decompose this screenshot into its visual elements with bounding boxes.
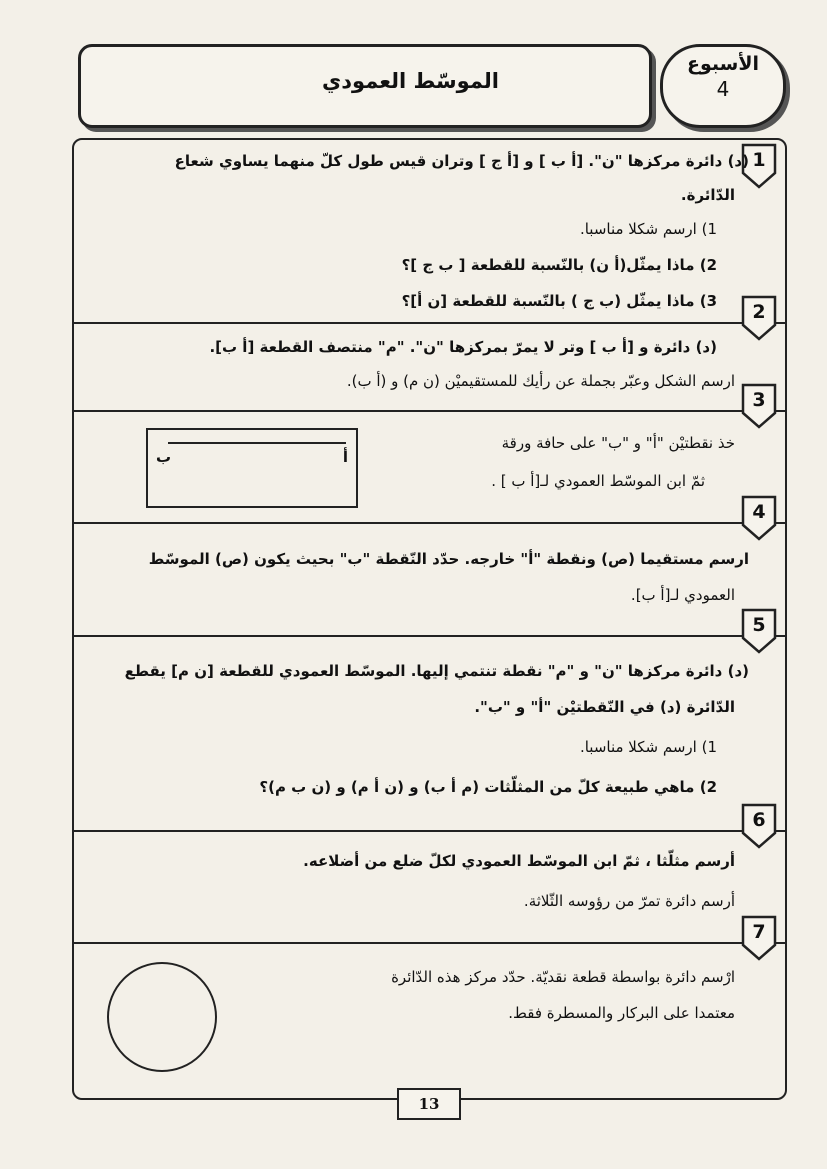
exercise-5-line: 2) ماهي طبيعة كلّ من المثلّثات (م أ ب) و (ن أ م) و (ن ب م)؟ — [259, 778, 717, 796]
exercise-1-line: (د) دائرة مركزها "ن". [أ ب ] و [أ ج ] وتران قيس طول كلّ منهما يساوي شعاع — [174, 152, 749, 170]
exercise-number: 3 — [752, 389, 766, 411]
exercise-number: 7 — [752, 921, 766, 943]
page-number: 13 — [397, 1088, 461, 1120]
exercise-5-line: 1) ارسم شكلا مناسبا. — [579, 738, 717, 756]
paper-sheet-figure — [146, 428, 358, 508]
page-title: الموسّط العمودي — [322, 69, 499, 93]
exercise-7-line: معتمدا على البركار والمسطرة فقط. — [508, 1004, 735, 1022]
exercise-1-line: الدّائرة. — [680, 186, 735, 204]
paper-edge-line — [168, 442, 346, 444]
point-a-label: أ — [342, 448, 348, 466]
exercise-4-line: ارسم مستقيما (ص) ونقطة "أ" خارجه. حدّد النّقطة "ب" بحيث يكون (ص) الموسّط — [148, 550, 749, 568]
exercise-number-badge — [741, 915, 777, 961]
divider-6-7 — [72, 942, 785, 944]
exercise-number: 4 — [752, 501, 766, 523]
exercise-3-line: خذ نقطتيْن "أ" و "ب" على حافة ورقة — [501, 434, 735, 452]
week-number: 4 — [716, 77, 730, 101]
exercise-7-line: ارْسم دائرة بواسطة قطعة نقديّة. حدّد مركز هذه الدّائرة — [391, 968, 735, 986]
exercises-frame — [72, 138, 787, 1100]
circle-figure — [107, 962, 217, 1072]
exercise-number-badge — [741, 803, 777, 849]
exercise-number: 6 — [752, 809, 766, 831]
divider-3-4 — [72, 522, 785, 524]
exercise-1-line: 3) ماذا يمثّل (ب ج ) بالنّسبة للقطعة [ن أ]؟ — [401, 292, 717, 310]
exercise-6-line: أرسم دائرة تمرّ من رؤوسه الثّلاثة. — [523, 892, 735, 910]
exercise-2-line: (د) دائرة و [أ ب ] وتر لا يمرّ بمركزها "ن". "م" منتصف القطعة [أ ب]. — [209, 338, 717, 356]
exercise-1-line: 1) ارسم شكلا مناسبا. — [579, 220, 717, 238]
exercise-4-line: العمودي لـ[أ ب]. — [630, 586, 735, 604]
divider-4-5 — [72, 635, 785, 637]
exercise-number-badge — [741, 495, 777, 541]
divider-5-6 — [72, 830, 785, 832]
exercise-number-badge — [741, 608, 777, 654]
exercise-number: 5 — [752, 614, 766, 636]
exercise-number: 1 — [752, 149, 766, 171]
exercise-6-line: أرسم مثلّثا ، ثمّ ابن الموسّط العمودي لكلّ ضلع من أضلاعه. — [303, 852, 735, 870]
week-label: الأسبوع — [687, 53, 759, 75]
exercise-5-line: الدّائرة (د) في النّقطتيْن "أ" و "ب". — [474, 698, 735, 716]
exercise-number-badge — [741, 295, 777, 341]
point-b-label: ب — [156, 448, 172, 466]
divider-2-3 — [72, 410, 785, 412]
exercise-number: 2 — [752, 301, 766, 323]
exercise-1-line: 2) ماذا يمثّل(أ ن) بالنّسبة للقطعة [ ب ج ]؟ — [401, 256, 717, 274]
exercise-2-line: ارسم الشكل وعبّر بجملة عن رأيك للمستقيميْن (ن م) و (أ ب). — [346, 372, 735, 390]
exercise-3-line: ثمّ ابن الموسّط العمودي لـ[أ ب ] . — [491, 472, 705, 490]
divider-1-2 — [72, 322, 785, 324]
title-box — [78, 44, 652, 128]
exercise-number-badge — [741, 383, 777, 429]
exercise-5-line: (د) دائرة مركزها "ن" و "م" نقطة تنتمي إليها. الموسّط العمودي للقطعة [ن م] يقطع — [124, 662, 749, 680]
week-badge — [660, 44, 786, 128]
